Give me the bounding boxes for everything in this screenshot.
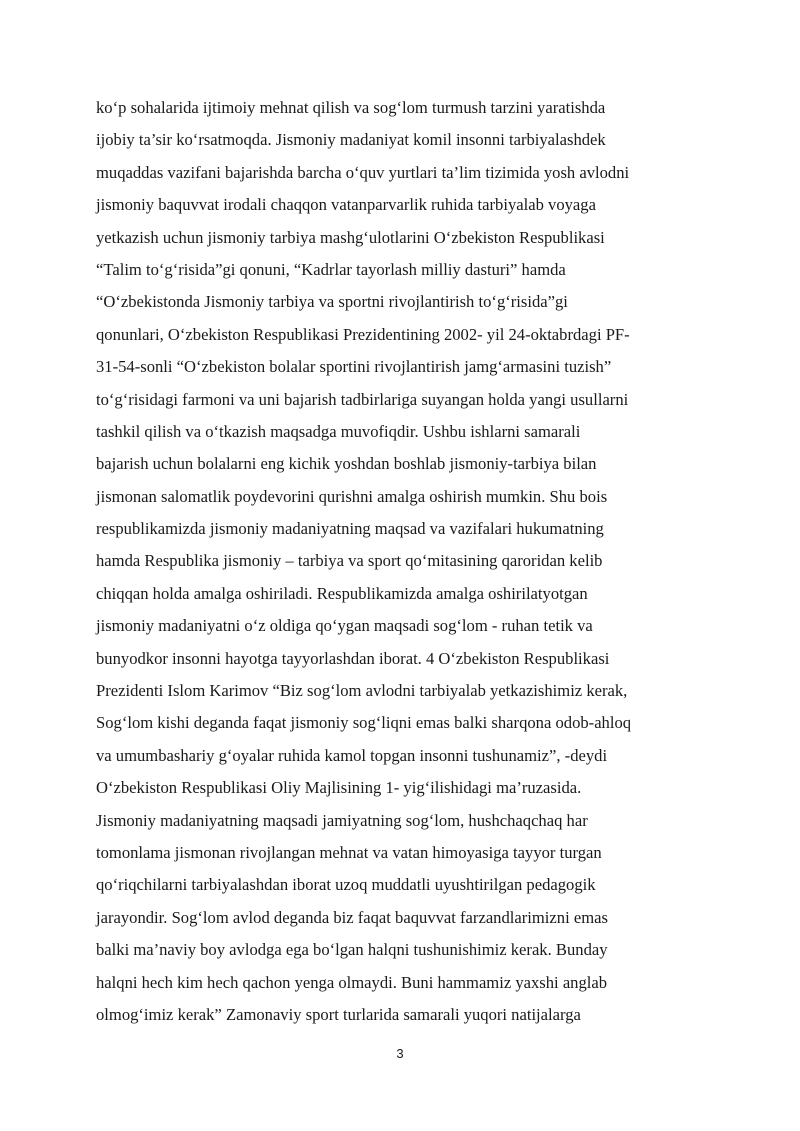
- text-line: qonunlari, O‘zbekiston Respublikasi Prezidentining 2002- yil 24-oktabrdagi PF-: [96, 324, 630, 344]
- text-line: qo‘riqchilarni tarbiyalashdan iborat uzoq muddatli uyushtirilgan pedagogik: [96, 875, 596, 895]
- page-number: 3: [396, 1046, 404, 1061]
- text-line: Sog‘lom kishi deganda faqat jismoniy sog‘liqni emas balki sharqona odob-ahloq: [96, 713, 632, 733]
- text-line: Prezidenti Islom Karimov “Biz sog‘lom avlodni tarbiyalab yetkazishimiz kerak,: [96, 681, 628, 701]
- text-line: jismoniy baquvvat irodali chaqqon vatanparvarlik ruhida tarbiyalab voyaga: [96, 195, 596, 215]
- text-line: “O‘zbekistonda Jismoniy tarbiya va sportni rivojlantirish to‘g‘risida”gi: [96, 292, 568, 312]
- body-text: [96, 92, 716, 1031]
- text-line: bajarish uchun bolalarni eng kichik yoshdan boshlab jismoniy-tarbiya bilan: [96, 454, 597, 474]
- text-line: balki ma’naviy boy avlodga ega bo‘lgan halqni tushunishimiz kerak. Bunday: [96, 940, 608, 960]
- text-line: ko‘p sohalarida ijtimoiy mehnat qilish va sog‘lom turmush tarzini yaratishda: [96, 98, 606, 117]
- text-line: respublikamizda jismoniy madaniyatning maqsad va vazifalari hukumatning: [96, 519, 604, 539]
- text-line: chiqqan holda amalga oshiriladi. Respublikamizda amalga oshirilatyotgan: [96, 583, 588, 603]
- text-line: tomonlama jismonan rivojlangan mehnat va vatan himoyasiga tayyor turgan: [96, 842, 602, 862]
- text-line: jarayondir. Sog‘lom avlod deganda biz faqat baquvvat farzandlarimizni emas: [96, 907, 608, 927]
- text-line: muqaddas vazifani bajarishda barcha o‘quv yurtlari ta’lim tizimida yosh avlodni: [96, 162, 630, 182]
- text-line: jismoniy madaniyatni o‘z oldiga qo‘ygan maqsadi sog‘lom - ruhan tetik va: [96, 616, 593, 636]
- text-line: olmog‘imiz kerak” Zamonaviy sport turlarida samarali yuqori natijalarga: [96, 1004, 581, 1024]
- text-line: ijobiy ta’sir ko‘rsatmoqda. Jismoniy madaniyat komil insonni tarbiyalashdek: [96, 130, 606, 150]
- text-line: Jismoniy madaniyatning maqsadi jamiyatning sog‘lom, hushchaqchaq har: [96, 810, 588, 830]
- text-line: bunyodkor insonni hayotga tayyorlashdan iborat. 4 O‘zbekiston Respublikasi: [96, 648, 610, 668]
- text-line: 31-54-sonli “O‘zbekiston bolalar sportini rivojlantirish jamg‘armasini tuzish”: [96, 357, 612, 377]
- text-line: jismonan salomatlik poydevorini qurishni amalga oshirish mumkin. Shu bois: [96, 486, 608, 506]
- text-line: yetkazish uchun jismoniy tarbiya mashg‘ulotlarini O‘zbekiston Respublikasi: [96, 227, 605, 247]
- text-line: halqni hech kim hech qachon yenga olmaydi. Buni hammamiz yaxshi anglab: [96, 972, 608, 992]
- text-line: “Talim to‘g‘risida”gi qonuni, “Kadrlar tayorlash milliy dasturi” hamda: [96, 259, 566, 279]
- text-line: to‘g‘risidagi farmoni va uni bajarish tadbirlariga suyangan holda yangi usullarni: [96, 389, 629, 409]
- text-line: va umumbashariy g‘oyalar ruhida kamol topgan insonni tushunamiz”, -deydi: [96, 745, 608, 765]
- text-line: O‘zbekiston Respublikasi Oliy Majlisining 1- yig‘ilishidagi ma’ruzasida.: [96, 778, 582, 798]
- text-line: tashkil qilish va o‘tkazish maqsadga muvofiqdir. Ushbu ishlarni samarali: [96, 421, 581, 441]
- text-line: hamda Respublika jismoniy – tarbiya va sport qo‘mitasining qaroridan kelib: [96, 551, 603, 571]
